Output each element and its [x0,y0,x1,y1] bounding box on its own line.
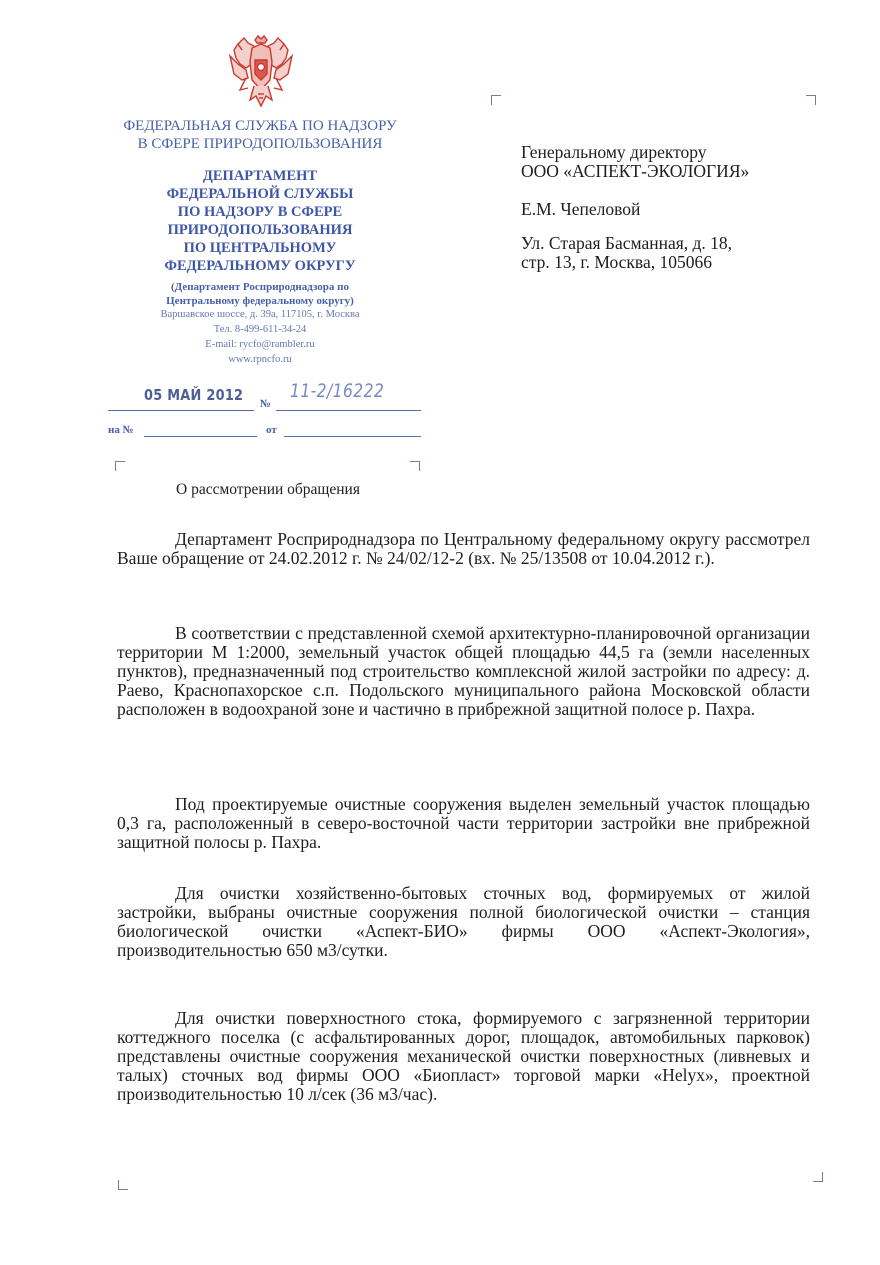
body-paragraph: В соответствии с представленной схемой архитектурно-планировочной организации территории М 1:2000, земельный участок общей площадью 44,5 га (земли населенных пунктов), предназначенный под строительство комплексной жилой застройки по адресу: д. Раево, Краснопахорское с.п. Подольского муниципального района Московской области расположен в водоохраной зоне и частично в прибрежной защитной полосе р. Пахра. [117,623,810,719]
department-line: ФЕДЕРАЛЬНОЙ СЛУЖБЫ [166,186,354,202]
agency-line: ФЕДЕРАЛЬНАЯ СЛУЖБА ПО НАДЗОРУ [123,118,397,134]
number-label: № [260,398,272,410]
corner-mark [115,461,125,471]
body-paragraph: Для очистки хозяйственно-бытовых сточных вод, формируемых от жилой застройки, выбраны очистные сооружения полной биологической очистки – станция биологической очистки «Аспект-БИО» фирмы ООО «Аспект-Экология», производительностью 650 м3/сутки. [117,883,810,960]
corner-mark [806,95,816,105]
date-stamp: 05 МАЙ 2012 [144,386,244,404]
from-underline [284,436,421,437]
reference-label: на № [108,424,134,436]
reference-underline [144,436,257,437]
phone-line: Тел. 8-499-611-34-24 [213,324,307,335]
agency-line: В СФЕРЕ ПРИРОДОПОЛЬЗОВАНИЯ [137,136,383,152]
website-line: www.rpncfo.ru [228,354,292,365]
number-underline [276,410,421,411]
department-short-name [100,280,420,308]
department-line: ФЕДЕРАЛЬНОМУ ОКРУГУ [164,258,356,274]
department-line: ПО НАДЗОРУ В СФЕРЕ [177,204,343,220]
department-line: ПРИРОДОПОЛЬЗОВАНИЯ [167,222,353,238]
department-name [100,167,420,275]
addressee-position: Генеральному директору [521,142,707,162]
letter-subject: О рассмотрении обращения [176,481,360,498]
from-label: от [266,424,277,436]
agency-name [100,117,420,153]
address-line: Варшавское шоссе, д. 39а, 117105, г. Москва [160,309,360,320]
email-line: E-mail: rycfo@rambler.ru [205,339,315,350]
department-line: ДЕПАРТАМЕНТ [202,168,318,184]
department-contacts [100,307,420,367]
corner-mark [118,1180,128,1190]
addressee-company: ООО «АСПЕКТ-ЭКОЛОГИЯ» [521,161,750,181]
short-name-line: Центральному федеральному округу) [166,295,354,307]
date-underline [108,410,254,411]
department-line: ПО ЦЕНТРАЛЬНОМУ [183,240,337,256]
body-paragraph: Для очистки поверхностного стока, формируемого с загрязненной территории коттеджного поселка (с асфальтированных дорог, площадок, автомобильных парковок) представлены очистные сооружения механической очистки поверхностных (ливневых и талых) сточных вод фирмы ООО «Биопласт» торговой марки «Helyx», проектной производительностью 10 л/сек (36 м3/час). [117,1008,810,1104]
addressee-name: Е.М. Чепеловой [521,199,641,219]
body-paragraph: Под проектируемые очистные сооружения выделен земельный участок площадью 0,3 га, расположенный в северо-восточной части территории застройки вне прибрежной защитной полосы р. Пахра. [117,794,810,852]
short-name-line: (Департамент Росприроднадзора по [170,281,350,293]
addressee-address-line: Ул. Старая Басманная, д. 18, [521,233,733,253]
addressee-address-line: стр. 13, г. Москва, 105066 [521,252,712,272]
corner-mark [813,1172,823,1182]
addressee-block [521,143,749,272]
coat-of-arms-emblem [228,34,294,110]
corner-mark [491,95,501,105]
handwritten-outgoing-number: 11-2/16222 [290,380,385,402]
body-paragraph: Департамент Росприроднадзора по Центральному федеральному округу рассмотрел Ваше обращение от 24.02.2012 г. № 24/02/12-2 (вх. № 25/13508 от 10.04.2012 г.). [117,529,810,568]
corner-mark [410,461,420,471]
